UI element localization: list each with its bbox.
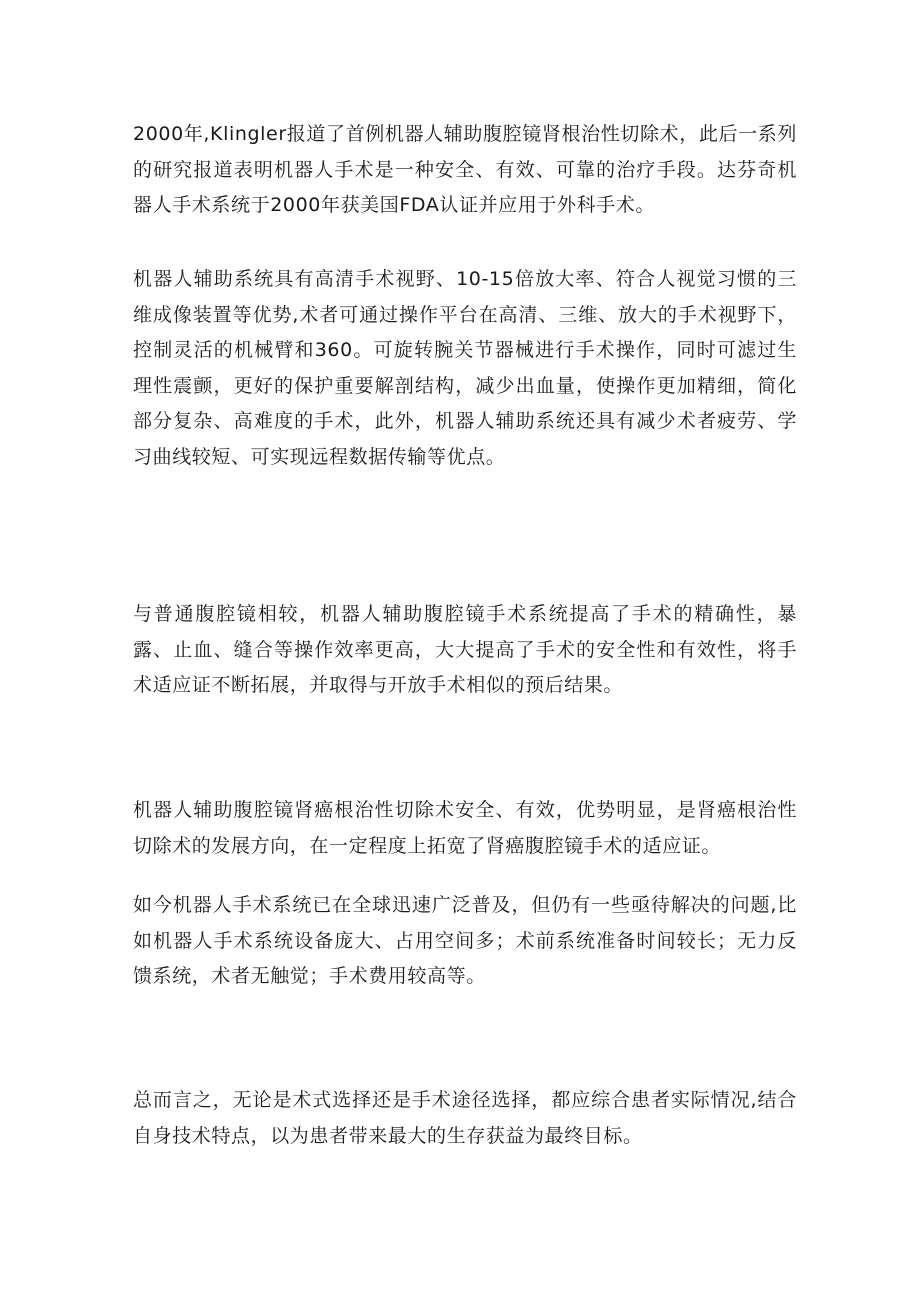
paragraph-robotic-surgery-history: 2000年,Klingler报道了首例机器人辅助腹腔镜肾根治性切除术，此后一系列的研究报道表明机器人手术是一种安全、有效、可靠的治疗手段。达芬奇机器人手术系统于2000年获美国FDA认证并应用于外科手术。	[133, 123, 797, 216]
paragraph-nephrectomy-safety: 机器人辅助腹腔镜肾癌根治性切除术安全、有效，优势明显，是肾癌根治性切除术的发展方向，在一定程度上拓宽了肾癌腹腔镜手术的适应证。	[133, 799, 797, 857]
paragraph-current-problems: 如今机器人手术系统已在全球迅速广泛普及，但仍有一些亟待解决的问题,比如机器人手术系统设备庞大、占用空间多；术前系统准备时间较长；无力反馈系统，术者无触觉；手术费用较高等。	[133, 894, 797, 987]
paragraph-comparison-laparoscopy: 与普通腹腔镜相较，机器人辅助腹腔镜手术系统提高了手术的精确性，暴露、止血、缝合等操作效率更高，大大提高了手术的安全性和有效性，将手术适应证不断拓展，并取得与开放手术相似的预后结果。	[133, 603, 797, 696]
paragraph-conclusion: 总而言之，无论是术式选择还是手术途径选择，都应综合患者实际情况,结合自身技术特点，以为患者带来最大的生存获益为最终目标。	[133, 1089, 797, 1147]
paragraph-robotic-system-advantages: 机器人辅助系统具有高清手术视野、10-15倍放大率、符合人视觉习惯的三维成像装置等优势,术者可通过操作平台在高清、三维、放大的手术视野下，控制灵活的机械臂和360。可旋转腕关节器械进行手术操作，同时可滤过生理性震颤，更好的保护重要解剖结构，减少出血量，使操作更加精细，简化部分复杂、高难度的手术，此外，机器人辅助系统还具有减少术者疲劳、学习曲线较短、可实现远程数据传输等优点。	[133, 268, 797, 468]
